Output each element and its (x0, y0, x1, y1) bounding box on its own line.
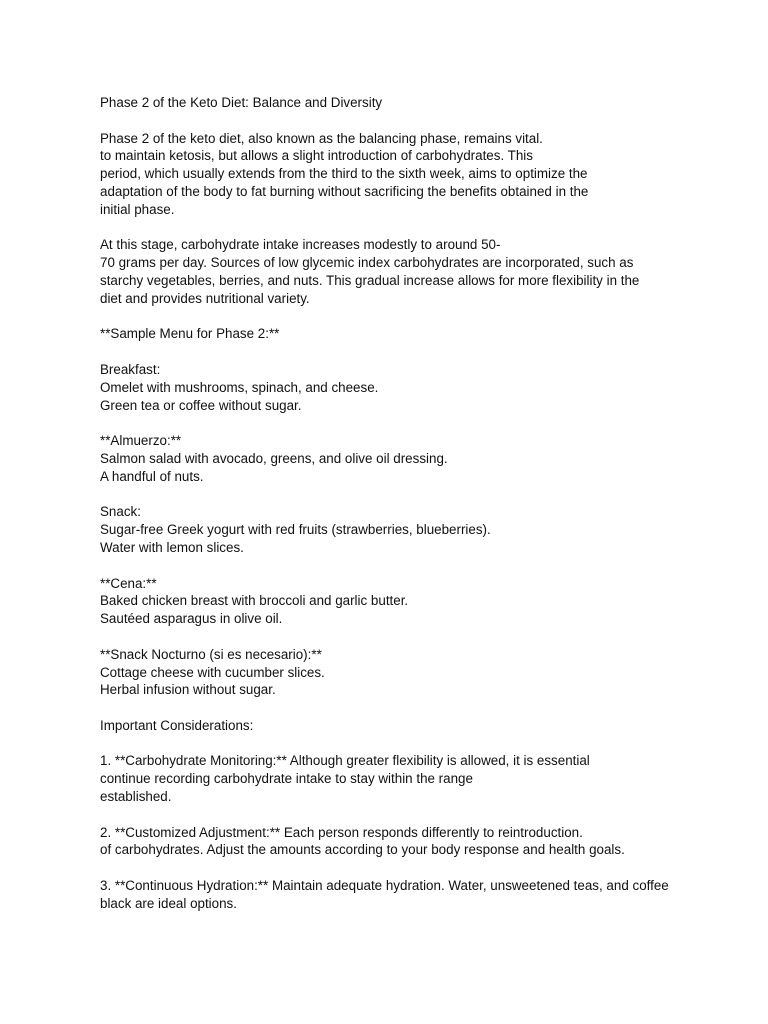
snack-section (100, 503, 720, 556)
document-title: Phase 2 of the Keto Diet: Balance and Diversity (100, 95, 383, 110)
lunch-section (100, 432, 720, 485)
dinner-section (100, 575, 720, 628)
considerations-heading: Important Considerations: (100, 717, 254, 733)
menu-item: Sautéed asparagus in olive oil. (100, 611, 283, 627)
menu-item: Water with lemon slices. (100, 539, 244, 555)
menu-item: Green tea or coffee without sugar. (100, 397, 302, 413)
consideration-item-2 (100, 824, 720, 860)
paragraph-line: 1. **Carbohydrate Monitoring:** Although greater flexibility is allowed, it is essential (100, 753, 590, 769)
document-page (100, 94, 720, 913)
paragraph-line: adaptation of the body to fat burning without sacrificing the benefits obtained in the (100, 183, 589, 199)
paragraph-line: continue recording carbohydrate intake to stay within the range (100, 771, 473, 787)
consideration-item-3 (100, 877, 720, 913)
paragraph-line: 2. **Customized Adjustment:** Each person responds differently to reintroduction. (100, 824, 583, 840)
spacer (100, 557, 720, 575)
menu-item: Omelet with mushrooms, spinach, and cheese. (100, 379, 379, 395)
spacer (100, 699, 720, 717)
section-heading: Snack: (100, 504, 141, 520)
menu-heading: **Sample Menu for Phase 2:** (100, 326, 280, 342)
paragraph-line: initial phase. (100, 201, 175, 217)
spacer (100, 219, 720, 237)
intro-paragraph (100, 130, 720, 219)
night-snack-section (100, 646, 720, 699)
menu-item: Salmon salad with avocado, greens, and olive oil dressing. (100, 450, 448, 466)
paragraph-line: diet and provides nutritional variety. (100, 290, 310, 306)
paragraph-line: black are ideal options. (100, 895, 237, 911)
breakfast-section (100, 361, 720, 414)
menu-item: A handful of nuts. (100, 468, 204, 484)
paragraph-line: of carbohydrates. Adjust the amounts according to your body response and health goals. (100, 842, 625, 858)
paragraph-line: to maintain ketosis, but allows a slight introduction of carbohydrates. This (100, 148, 533, 164)
paragraph-line: 3. **Continuous Hydration:** Maintain adequate hydration. Water, unsweetened teas, and coffee (100, 878, 669, 894)
spacer (100, 859, 720, 877)
carb-paragraph (100, 236, 720, 307)
section-heading: **Snack Nocturno (si es necesario):** (100, 646, 322, 662)
spacer (100, 735, 720, 753)
menu-item: Baked chicken breast with broccoli and garlic butter. (100, 593, 409, 609)
paragraph-line: starchy vegetables, berries, and nuts. This gradual increase allows for more flexibility in the (100, 272, 640, 288)
spacer (100, 486, 720, 504)
spacer (100, 343, 720, 361)
menu-item: Herbal infusion without sugar. (100, 682, 276, 698)
paragraph-line: established. (100, 789, 172, 805)
spacer (100, 628, 720, 646)
menu-item: Sugar-free Greek yogurt with red fruits (strawberries, blueberries). (100, 522, 491, 538)
section-heading: **Cena:** (100, 575, 157, 591)
section-heading: **Almuerzo:** (100, 433, 182, 449)
spacer (100, 308, 720, 326)
paragraph-line: 70 grams per day. Sources of low glycemic index carbohydrates are incorporated, such as (100, 255, 634, 271)
consideration-item-1 (100, 752, 720, 805)
paragraph-line: Phase 2 of the keto diet, also known as the balancing phase, remains vital. (100, 130, 543, 146)
paragraph-line: At this stage, carbohydrate intake increases modestly to around 50- (100, 237, 501, 253)
spacer (100, 112, 720, 130)
paragraph-line: period, which usually extends from the third to the sixth week, aims to optimize the (100, 166, 588, 182)
spacer (100, 806, 720, 824)
spacer (100, 414, 720, 432)
menu-item: Cottage cheese with cucumber slices. (100, 664, 325, 680)
section-heading: Breakfast: (100, 361, 161, 377)
